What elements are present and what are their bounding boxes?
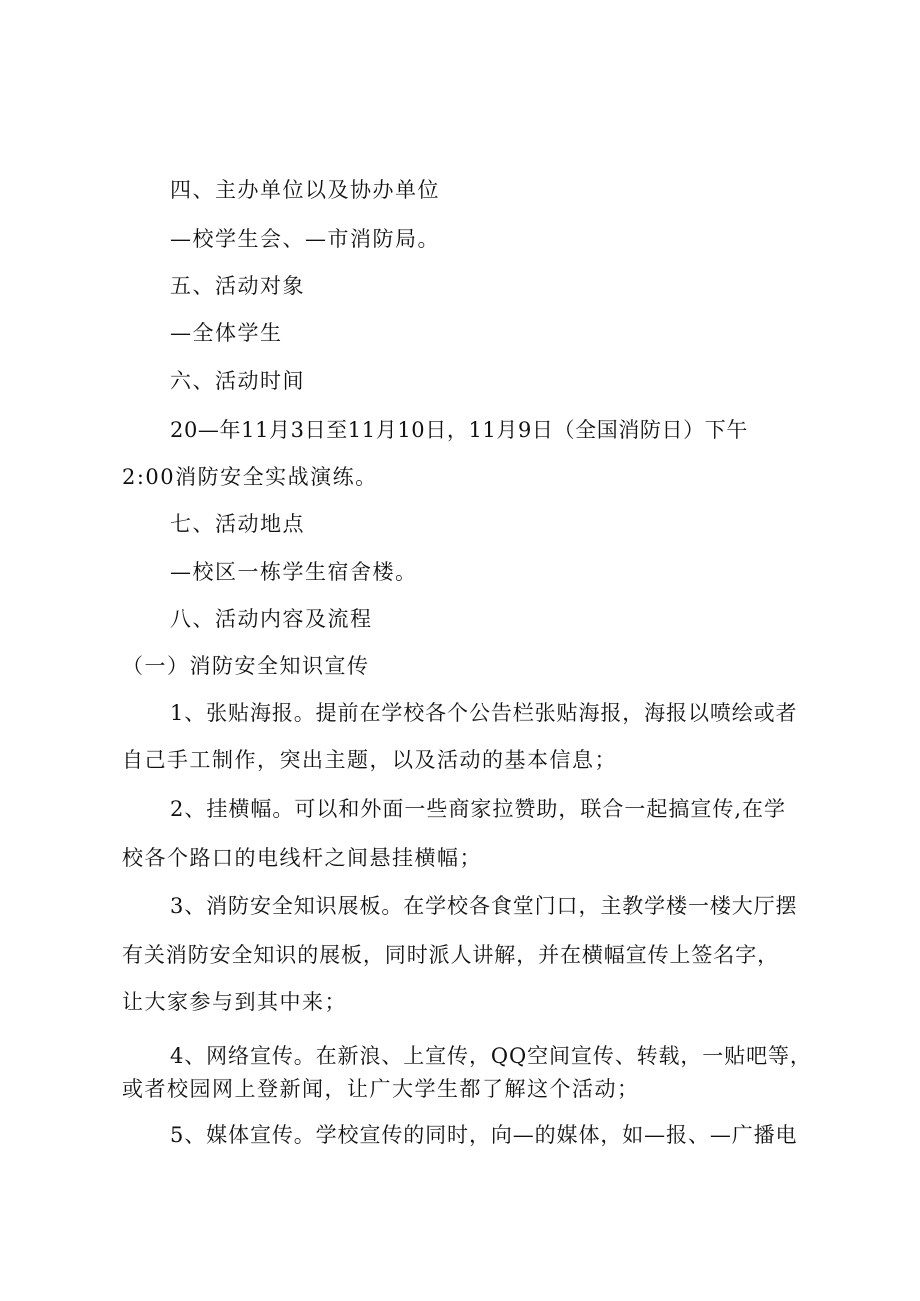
paragraph-line: —全体学生: [170, 321, 283, 345]
paragraph-line: 1、张贴海报。提前在学校各个公告栏张贴海报，海报以喷绘或者: [170, 701, 798, 725]
paragraph-line: 有关消防安全知识的展板，同时派人讲解，并在横幅宣传上签名字，: [122, 943, 779, 967]
section-heading-6: 六、活动时间: [170, 369, 305, 393]
section-heading-7: 七、活动地点: [170, 512, 305, 536]
paragraph-line: 2、挂横幅。可以和外面一些商家拉赞助，联合一起搞宣传,在学: [170, 797, 787, 821]
paragraph-line: 3、消防安全知识展板。在学校各食堂门口，主教学楼一楼大厅摆: [170, 894, 798, 918]
paragraph-line: 20—年11月3日至11月10日，11月9日（全国消防日）下午: [170, 418, 748, 442]
paragraph-line: —校学生会、—市消防局。: [170, 227, 440, 251]
section-heading-8: 八、活动内容及流程: [170, 607, 373, 631]
paragraph-line: 5、媒体宣传。学校宣传的同时，向—的媒体，如—报、—广播电: [170, 1123, 798, 1147]
paragraph-line: 自己手工制作，突出主题，以及活动的基本信息；: [122, 748, 617, 772]
paragraph-line: 让大家参与到其中来；: [122, 990, 347, 1014]
section-heading-4: 四、主办单位以及协办单位: [170, 178, 440, 202]
section-heading-5: 五、活动对象: [170, 274, 305, 298]
paragraph-line: 校各个路口的电线杆之间悬挂横幅；: [122, 846, 482, 870]
subsection-heading-1: （一）消防安全知识宣传: [122, 654, 370, 678]
paragraph-line: —校区一栋学生宿舍楼。: [170, 560, 418, 584]
paragraph-line: 或者校园网上登新闻，让广大学生都了解这个活动；: [122, 1077, 640, 1101]
paragraph-line: 4、网络宣传。在新浪、上宣传，QQ空间宣传、转载，一贴吧等，: [170, 1044, 812, 1068]
paragraph-line: 2:00消防安全实战演练。: [122, 465, 378, 489]
